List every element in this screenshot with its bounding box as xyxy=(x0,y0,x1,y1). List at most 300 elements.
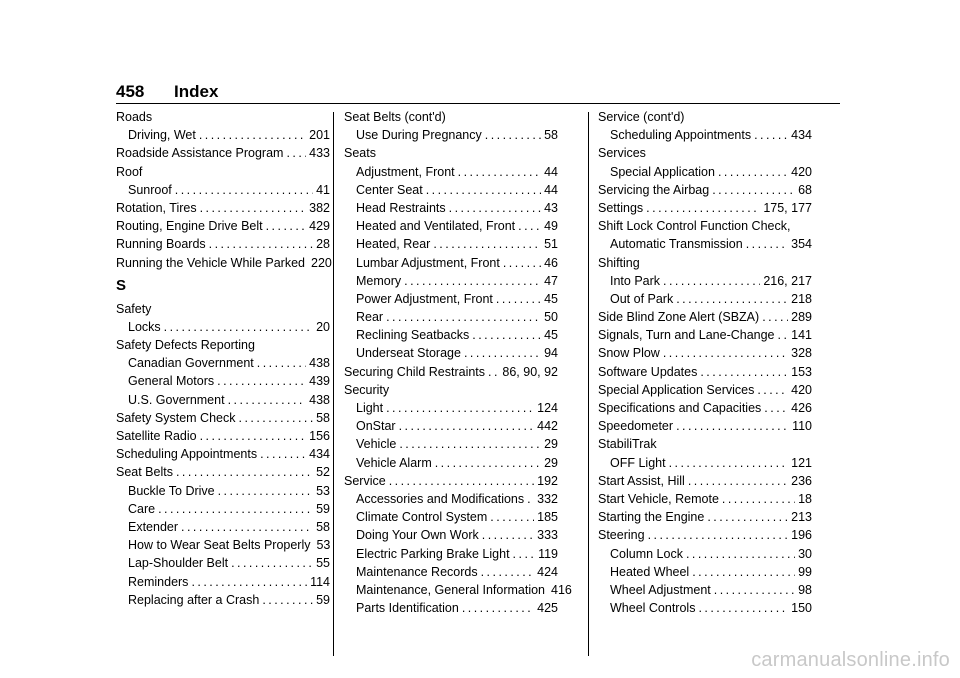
index-subentry xyxy=(116,573,330,591)
entry-label: Adjustment, Front xyxy=(356,164,455,179)
page-reference: 434 xyxy=(791,128,812,143)
dot-leader xyxy=(199,126,306,144)
page-reference: 110 xyxy=(792,419,812,434)
entry-label: How to Wear Seat Belts Properly xyxy=(128,538,311,553)
page-reference: 28 xyxy=(316,237,330,252)
page-reference: 59 xyxy=(316,501,330,516)
index-entry xyxy=(598,490,812,508)
entry-label: Reminders xyxy=(128,574,189,589)
entry-label: Memory xyxy=(356,273,402,288)
entry-label: Start Vehicle, Remote xyxy=(598,491,719,506)
index-heading xyxy=(116,336,330,354)
page-reference: 424 xyxy=(537,564,558,579)
dot-leader xyxy=(669,454,789,472)
page-reference: 53 xyxy=(316,538,331,553)
page-reference: 45 xyxy=(544,291,558,306)
dot-leader xyxy=(266,217,307,235)
index-subentry xyxy=(344,526,558,544)
page-reference: 192 xyxy=(537,473,558,488)
dot-leader xyxy=(426,181,541,199)
page-header xyxy=(116,80,840,104)
dot-leader xyxy=(488,363,499,381)
entry-label: Center Seat xyxy=(356,182,423,197)
column-divider xyxy=(333,112,334,656)
index-subentry xyxy=(344,163,558,181)
entry-label: Scheduling Appointments xyxy=(610,128,752,143)
entry-label: Heated, Rear xyxy=(356,237,431,252)
entry-label: Security xyxy=(344,382,390,397)
dot-leader xyxy=(490,508,534,526)
index-heading xyxy=(598,254,812,272)
index-entry xyxy=(116,254,330,272)
entry-label: Safety Defects Reporting xyxy=(116,338,255,353)
index-heading xyxy=(344,108,558,126)
page-reference: 58 xyxy=(544,128,558,143)
index-subentry xyxy=(116,500,330,518)
index-subentry xyxy=(344,417,558,435)
dot-leader xyxy=(386,399,534,417)
dot-leader xyxy=(646,199,760,217)
dot-leader xyxy=(257,354,306,372)
page-reference: 52 xyxy=(316,465,330,480)
index-subentry xyxy=(116,518,330,536)
index-heading xyxy=(344,381,558,399)
dot-leader xyxy=(175,181,313,199)
section-letter: S xyxy=(116,276,127,294)
entry-label: Maintenance, General Information xyxy=(356,582,545,597)
page-reference: 53 xyxy=(316,483,330,498)
index-column-2 xyxy=(344,108,572,617)
index-entry xyxy=(598,326,812,344)
dot-leader xyxy=(181,518,313,536)
page-reference: 119 xyxy=(538,546,558,561)
index-subentry xyxy=(344,399,558,417)
page-reference: 438 xyxy=(309,392,330,407)
dot-leader xyxy=(433,235,541,253)
page-reference: 333 xyxy=(537,528,558,543)
entry-label: Replacing after a Crash xyxy=(128,592,260,607)
entry-label: Starting the Engine xyxy=(598,510,705,525)
index-entry xyxy=(598,181,812,199)
entry-label: Side Blind Zone Alert (SBZA) xyxy=(598,310,760,325)
index-column-3 xyxy=(598,108,812,617)
index-heading xyxy=(598,435,812,453)
page-reference: 218 xyxy=(791,291,812,306)
entry-label: Routing, Engine Drive Belt xyxy=(116,219,263,234)
entry-label: Use During Pregnancy xyxy=(356,128,482,143)
entry-label: Service xyxy=(344,473,386,488)
index-subentry xyxy=(598,163,812,181)
entry-label: Start Assist, Hill xyxy=(598,473,685,488)
dot-leader xyxy=(399,435,541,453)
dot-leader xyxy=(513,545,536,563)
dot-leader xyxy=(239,409,314,427)
dot-leader xyxy=(698,599,788,617)
page-reference: 98 xyxy=(798,582,812,597)
entry-label: Vehicle xyxy=(356,437,397,452)
dot-leader xyxy=(764,399,788,417)
index-entry xyxy=(598,344,812,362)
dot-leader xyxy=(228,391,307,409)
index-entry xyxy=(116,235,330,253)
page-reference: 47 xyxy=(544,273,558,288)
index-subentry xyxy=(344,490,558,508)
index-subentry xyxy=(344,344,558,362)
index-entry xyxy=(116,199,330,217)
dot-leader xyxy=(746,235,788,253)
index-subentry xyxy=(344,199,558,217)
dot-leader xyxy=(757,381,788,399)
entry-label: Seat Belts (cont'd) xyxy=(344,110,446,124)
index-subentry xyxy=(344,454,558,472)
entry-label: Satellite Radio xyxy=(116,429,197,443)
entry-label: Electric Parking Brake Light xyxy=(356,546,510,561)
entry-label: OnStar xyxy=(356,419,396,434)
entry-label: Running the Vehicle While Parked xyxy=(116,255,306,270)
dot-leader xyxy=(754,126,788,144)
index-subentry xyxy=(344,508,558,526)
page-reference: 434 xyxy=(309,447,330,462)
dot-leader xyxy=(472,326,541,344)
index-subentry xyxy=(344,126,558,144)
page-reference: 196 xyxy=(791,528,812,543)
index-entry xyxy=(116,427,330,445)
index-heading xyxy=(598,144,812,162)
page-reference: 185 xyxy=(537,510,558,525)
entry-label: Wheel Adjustment xyxy=(610,582,711,597)
entry-label: Light xyxy=(356,401,384,415)
entry-label: Rear xyxy=(356,310,384,325)
index-subentry xyxy=(116,354,330,372)
entry-label: Heated Wheel xyxy=(610,564,690,579)
page-reference: 439 xyxy=(309,374,330,389)
index-subentry xyxy=(598,272,812,290)
page-reference: 45 xyxy=(544,328,558,343)
page-reference: 425 xyxy=(537,601,558,616)
entry-label: Into Park xyxy=(610,273,661,288)
index-entry xyxy=(116,445,330,463)
page-reference: 43 xyxy=(544,200,558,215)
index-subentry xyxy=(344,254,558,272)
dot-leader xyxy=(262,591,313,609)
index-subentry xyxy=(344,326,558,344)
entry-label: Steering xyxy=(598,528,645,543)
page-reference: 86, 90, 92 xyxy=(502,364,558,379)
dot-leader xyxy=(648,526,789,544)
dot-leader xyxy=(692,563,795,581)
index-subentry xyxy=(116,591,330,609)
index-subentry xyxy=(116,536,330,554)
dot-leader xyxy=(191,573,307,591)
page-reference: 68 xyxy=(798,182,812,197)
entry-label: StabiliTrak xyxy=(598,437,657,452)
page-reference: 124 xyxy=(537,401,558,415)
dot-leader xyxy=(707,508,788,526)
column-divider xyxy=(588,112,589,656)
index-subentry xyxy=(344,581,572,599)
dot-leader xyxy=(176,463,313,481)
index-subentry xyxy=(116,372,330,390)
index-entry xyxy=(598,199,812,217)
index-subentry xyxy=(344,563,558,581)
index-heading xyxy=(598,108,812,126)
page-reference: 150 xyxy=(791,601,812,616)
entry-label: Accessories and Modifications xyxy=(356,491,525,506)
index-entry xyxy=(344,472,558,490)
index-heading xyxy=(344,144,558,162)
dot-leader xyxy=(218,482,313,500)
index-subentry xyxy=(344,290,558,308)
entry-label: Driving, Wet xyxy=(128,128,196,143)
index-subentry xyxy=(344,545,558,563)
dot-leader xyxy=(762,308,788,326)
dot-leader xyxy=(399,417,535,435)
index-subentry xyxy=(116,318,330,336)
entry-label: Special Application Services xyxy=(598,382,755,397)
dot-leader xyxy=(158,500,313,518)
page-reference: 49 xyxy=(544,219,558,234)
page-reference: 44 xyxy=(544,164,558,179)
page-reference: 289 xyxy=(791,310,812,325)
entry-label: Shift Lock Control Function Check, xyxy=(598,219,791,234)
dot-leader xyxy=(481,563,535,581)
page-reference: 220 xyxy=(311,255,332,270)
dot-leader xyxy=(686,545,795,563)
entry-label: Roadside Assistance Program xyxy=(116,146,284,161)
entry-label: Locks xyxy=(128,319,161,334)
entry-label: Wheel Controls xyxy=(610,601,696,616)
dot-leader xyxy=(404,272,541,290)
entry-label: General Motors xyxy=(128,374,215,389)
entry-label: Vehicle Alarm xyxy=(356,455,432,470)
entry-label: Shifting xyxy=(598,255,640,270)
entry-label: Power Adjustment, Front xyxy=(356,291,493,306)
index-subentry xyxy=(344,435,558,453)
dot-leader xyxy=(676,290,788,308)
dot-leader xyxy=(485,126,541,144)
entry-label: Buckle To Drive xyxy=(128,483,215,498)
entry-label: Signals, Turn and Lane-Change xyxy=(598,328,775,343)
dot-leader xyxy=(676,417,789,435)
dot-leader xyxy=(482,526,534,544)
page-reference: 236 xyxy=(791,473,812,488)
page-reference: 442 xyxy=(537,419,558,434)
index-subentry xyxy=(598,545,812,563)
entry-label: Services xyxy=(598,146,646,161)
page-reference: 29 xyxy=(544,437,558,452)
page-reference: 426 xyxy=(791,401,812,415)
entry-label: Extender xyxy=(128,519,179,534)
dot-leader xyxy=(462,599,534,617)
dot-leader xyxy=(386,308,541,326)
entry-label: Securing Child Restraints xyxy=(344,364,486,379)
entry-label: Underseat Storage xyxy=(356,346,461,361)
page-reference: 213 xyxy=(791,510,812,525)
entry-label: Automatic Transmission xyxy=(610,237,743,252)
dot-leader xyxy=(712,181,795,199)
index-subentry xyxy=(344,217,558,235)
index-entry xyxy=(598,308,812,326)
index-entry xyxy=(598,472,812,490)
entry-label: Safety xyxy=(116,301,152,316)
page-reference: 58 xyxy=(316,519,330,534)
page-reference: 121 xyxy=(791,455,812,470)
entry-label: Seats xyxy=(344,146,376,161)
index-subentry xyxy=(344,235,558,253)
index-subentry xyxy=(344,272,558,290)
index-subentry xyxy=(116,554,330,572)
entry-label: Reclining Seatbacks xyxy=(356,328,470,343)
dot-leader xyxy=(714,581,795,599)
dot-leader xyxy=(496,290,541,308)
page-reference: 420 xyxy=(791,382,812,397)
index-entry xyxy=(598,363,812,381)
page-reference: 114 xyxy=(310,574,330,589)
index-subentry xyxy=(598,563,812,581)
page-reference: 332 xyxy=(537,491,558,506)
page-reference: 420 xyxy=(791,164,812,179)
index-subentry xyxy=(598,599,812,617)
index-entry xyxy=(344,363,558,381)
entry-label: Speedometer xyxy=(598,419,674,434)
page-reference: 429 xyxy=(309,219,330,234)
dot-leader xyxy=(527,490,534,508)
page-number: 458 xyxy=(116,82,145,101)
page-reference: 50 xyxy=(544,310,558,325)
page-reference: 44 xyxy=(544,182,558,197)
page-reference: 59 xyxy=(316,592,330,607)
entry-label: Doing Your Own Work xyxy=(356,528,479,543)
index-subentry xyxy=(598,290,812,308)
page-reference: 216, 217 xyxy=(763,273,812,288)
dot-leader xyxy=(209,235,313,253)
entry-label: Head Restraints xyxy=(356,200,446,215)
entry-label: Software Updates xyxy=(598,364,698,379)
dot-leader xyxy=(718,163,788,181)
dot-leader xyxy=(231,554,313,572)
entry-label: Out of Park xyxy=(610,291,674,306)
entry-label: Maintenance Records xyxy=(356,564,478,579)
dot-leader xyxy=(503,254,541,272)
dot-leader xyxy=(518,217,541,235)
page-reference: 201 xyxy=(309,128,330,143)
entry-label: Service (cont'd) xyxy=(598,110,685,124)
entry-label: U.S. Government xyxy=(128,392,225,407)
dot-leader xyxy=(200,199,307,217)
entry-label: Seat Belts xyxy=(116,465,173,480)
dot-leader xyxy=(688,472,788,490)
index-subentry xyxy=(344,181,558,199)
dot-leader xyxy=(663,344,788,362)
page-reference: 46 xyxy=(544,255,558,270)
index-heading xyxy=(116,300,330,318)
page-reference: 58 xyxy=(316,410,330,425)
entry-label: Care xyxy=(128,501,156,516)
index-entry xyxy=(598,399,812,417)
dot-leader xyxy=(458,163,541,181)
entry-label: Parts Identification xyxy=(356,601,459,616)
dot-leader xyxy=(200,427,307,445)
dot-leader xyxy=(435,454,541,472)
index-entry xyxy=(598,508,812,526)
index-subentry xyxy=(116,181,330,199)
page-reference: 94 xyxy=(544,346,558,361)
page-reference: 382 xyxy=(309,200,330,215)
entry-label: Climate Control System xyxy=(356,510,488,525)
entry-label: Special Application xyxy=(610,164,715,179)
index-entry xyxy=(116,463,330,481)
index-subentry xyxy=(344,308,558,326)
dot-leader xyxy=(164,318,313,336)
page-reference: 438 xyxy=(309,356,330,371)
dot-leader xyxy=(778,326,789,344)
entry-label: Settings xyxy=(598,200,644,215)
dot-leader xyxy=(260,445,306,463)
index-subentry xyxy=(116,482,330,500)
dot-leader xyxy=(663,272,760,290)
header-rule xyxy=(116,103,840,104)
entry-label: Safety System Check xyxy=(116,410,236,425)
index-entry xyxy=(116,217,330,235)
page-reference: 141 xyxy=(791,328,812,343)
entry-label: Snow Plow xyxy=(598,346,660,361)
index-entry xyxy=(116,144,330,162)
index-entry xyxy=(116,409,330,427)
index-subentry xyxy=(598,126,812,144)
entry-label: Scheduling Appointments xyxy=(116,447,258,462)
index-subentry xyxy=(598,235,812,253)
index-subentry xyxy=(598,454,812,472)
page-reference: 18 xyxy=(798,491,812,506)
entry-label: Rotation, Tires xyxy=(116,200,197,215)
dot-leader xyxy=(722,490,795,508)
index-subentry xyxy=(344,599,558,617)
page-reference: 55 xyxy=(316,556,330,571)
page-reference: 20 xyxy=(316,319,330,334)
page-reference: 51 xyxy=(544,237,558,252)
entry-label: Running Boards xyxy=(116,237,206,252)
dot-leader xyxy=(449,199,541,217)
entry-label: Canadian Government xyxy=(128,356,254,371)
page-reference: 30 xyxy=(798,546,812,561)
index-subentry xyxy=(116,391,330,409)
page-reference: 433 xyxy=(309,146,330,161)
entry-label: Servicing the Airbag xyxy=(598,182,710,197)
dot-leader xyxy=(464,344,541,362)
index-entry xyxy=(598,526,812,544)
index-subentry xyxy=(598,581,812,599)
page-reference: 41 xyxy=(316,182,330,197)
dot-leader xyxy=(700,363,788,381)
page-reference: 156 xyxy=(309,429,330,443)
index-subentry xyxy=(116,126,330,144)
index-entry xyxy=(598,381,812,399)
dot-leader xyxy=(286,144,306,162)
index-entry xyxy=(598,417,812,435)
entry-label: Heated and Ventilated, Front xyxy=(356,219,516,234)
index-column-1 xyxy=(116,108,330,609)
entry-label: Roof xyxy=(116,164,143,179)
page-reference: 354 xyxy=(791,237,812,252)
entry-label: Lumbar Adjustment, Front xyxy=(356,255,500,270)
page-reference: 153 xyxy=(791,364,812,379)
index-heading xyxy=(598,217,812,235)
watermark: carmanualsonline.info xyxy=(751,649,950,671)
page-reference: 29 xyxy=(544,455,558,470)
entry-label: Column Lock xyxy=(610,546,683,561)
dot-leader xyxy=(389,472,534,490)
index-heading xyxy=(116,108,330,126)
